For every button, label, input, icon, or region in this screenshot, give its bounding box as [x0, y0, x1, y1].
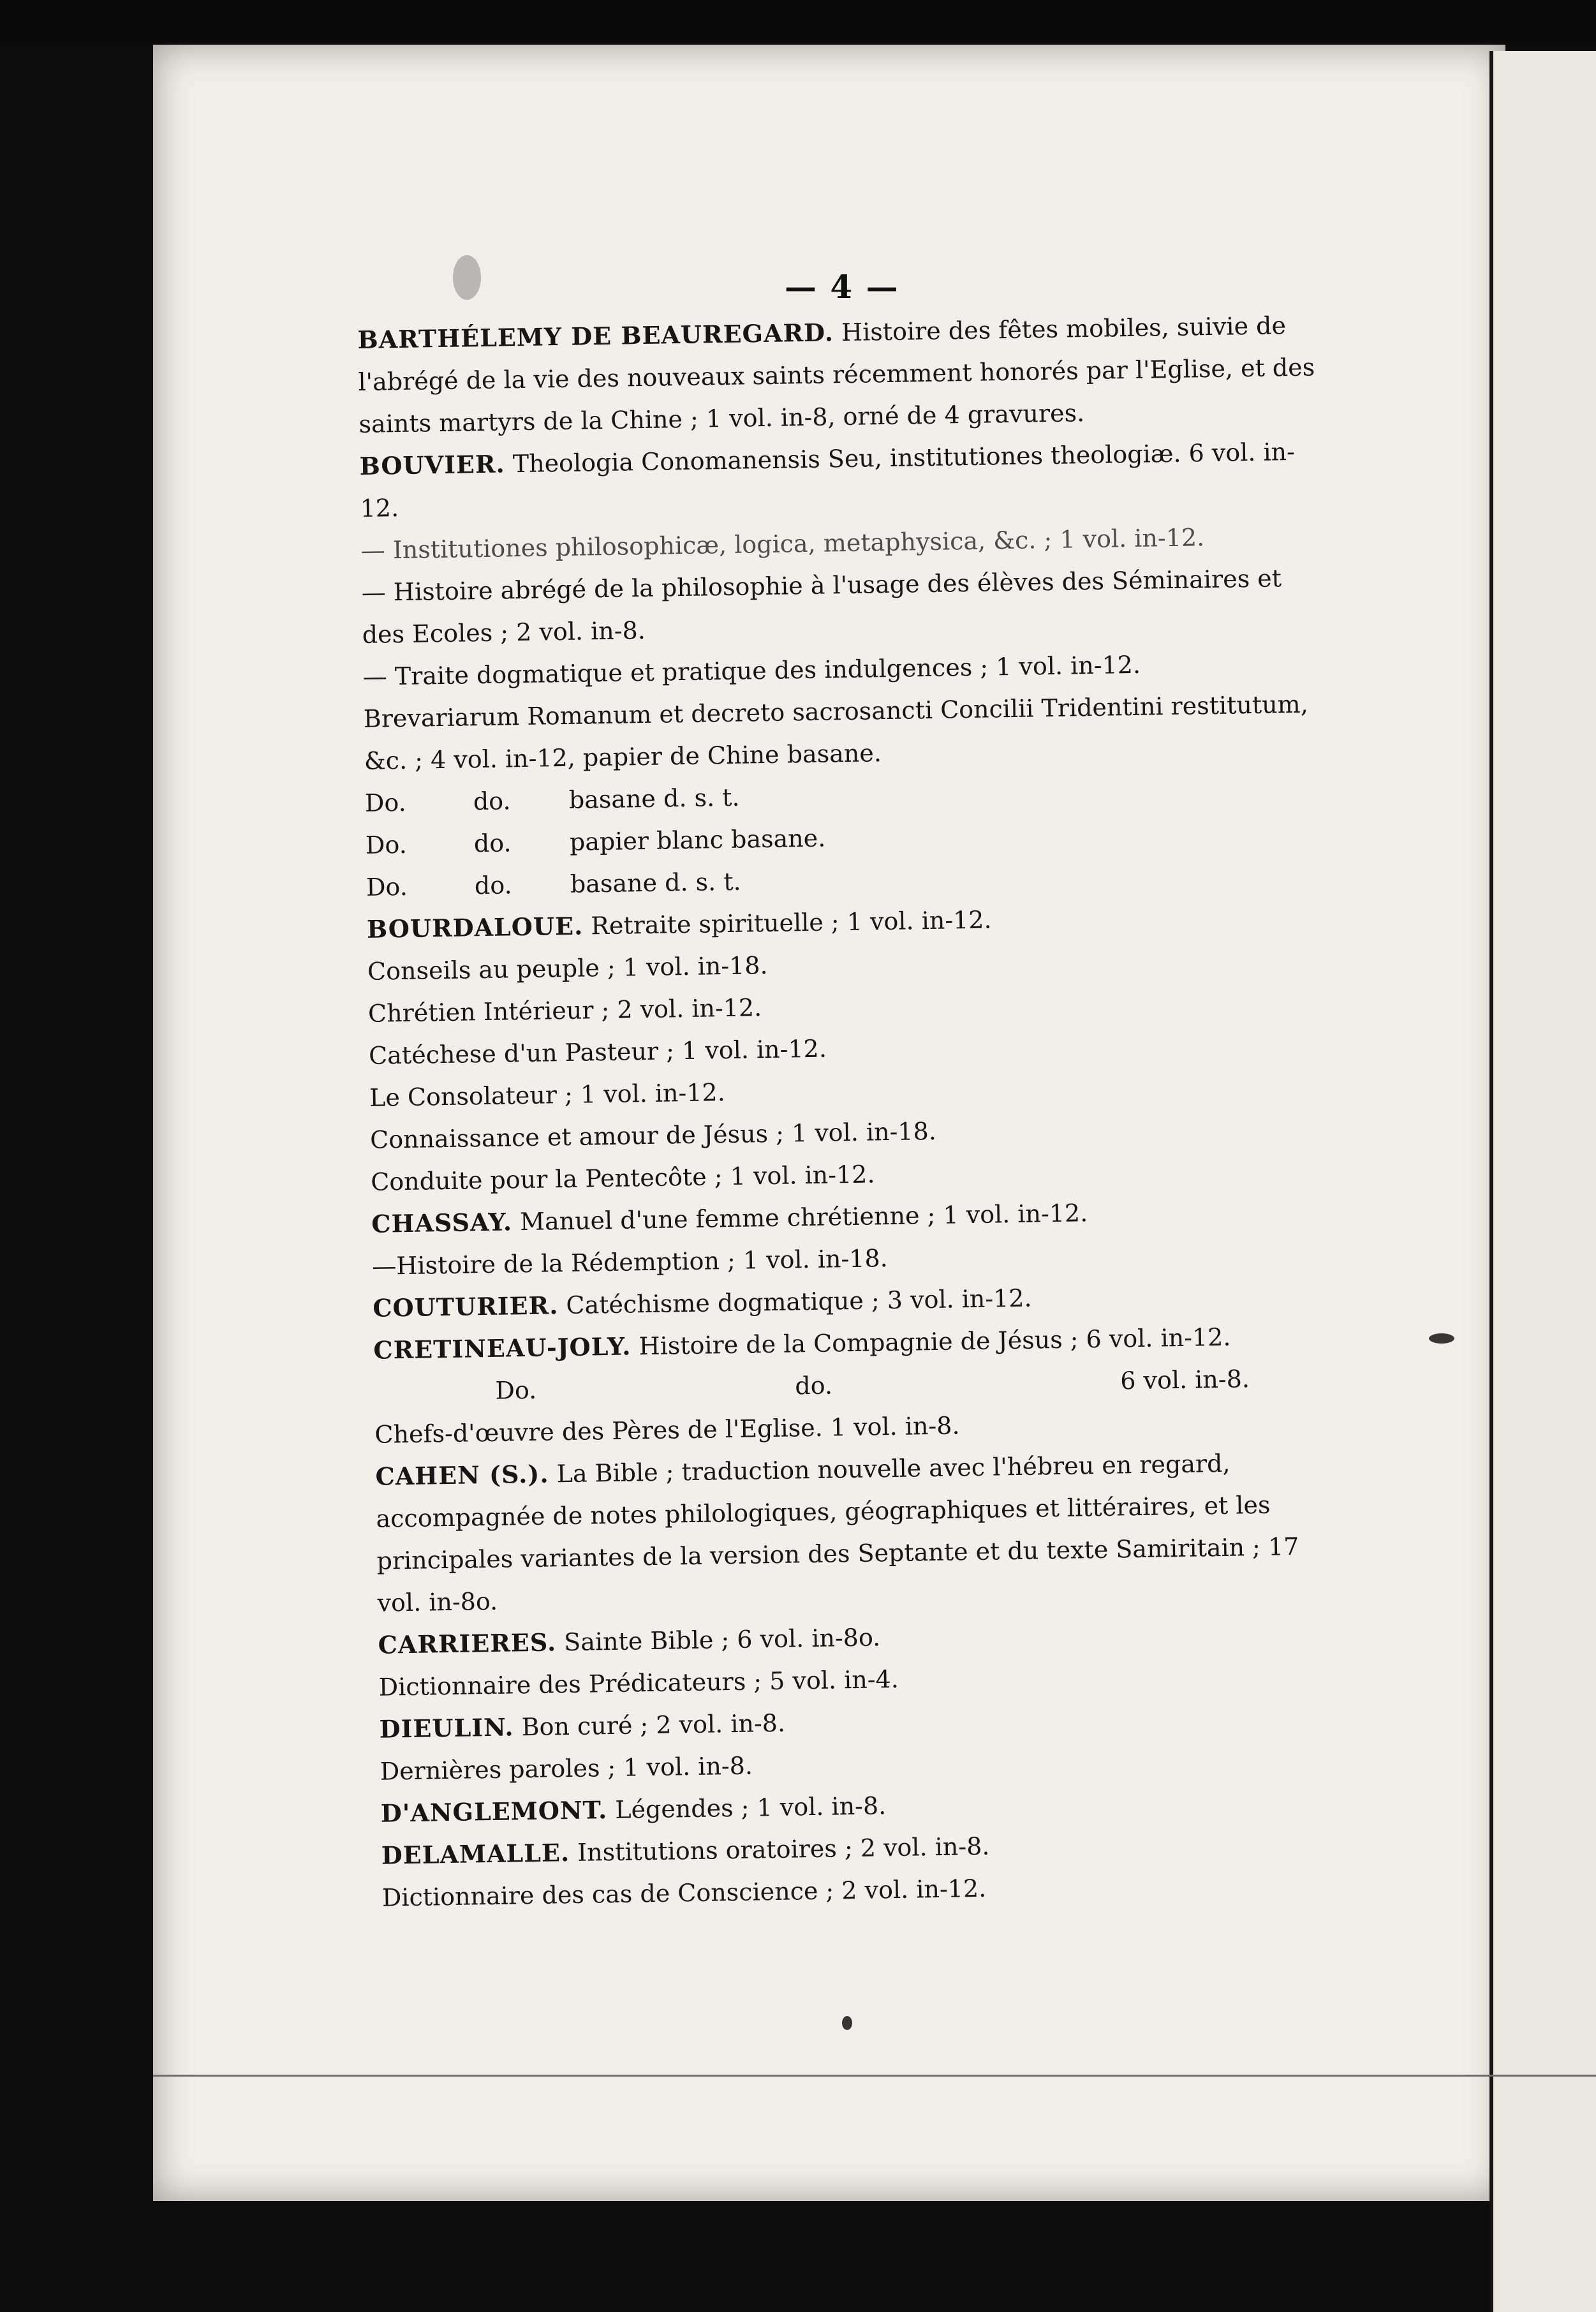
entry-text: Le Consolateur ; 1 vol. in-12.	[369, 1078, 726, 1112]
entry-text: Dictionnaire des Prédicateurs ; 5 vol. in-4.	[378, 1664, 899, 1701]
entry-barthelemy	[357, 304, 1329, 445]
entry-text: Dernières paroles ; 1 vol. in-8.	[380, 1751, 753, 1786]
entry-text: Retraite spirituelle ; 1 vol. in-12.	[590, 905, 992, 940]
entry-text: Sainte Bible ; 6 vol. in-8o.	[563, 1623, 881, 1657]
entry-text: Manuel d'une femme chrétienne ; 1 vol. in-12.	[519, 1199, 1088, 1236]
ditto-mark: Do.	[364, 788, 407, 817]
ditto-mark: do.	[474, 871, 512, 900]
entry-text: Chefs-d'œuvre des Pères de l'Eglise. 1 vol. in-8.	[374, 1411, 960, 1449]
entry-text: — Institutiones philosophicæ, logica, metaphysica, &c. ; 1 vol. in-12.	[360, 523, 1205, 565]
ditto-mark: do.	[473, 787, 511, 816]
entry-text: papier blanc basane.	[569, 824, 826, 856]
entry-text: — Histoire abrégé de la philosophie à l'usage des élèves des Séminaires et des Ecoles ; 2 vol. in-8.	[361, 564, 1282, 649]
entry-text: Dictionnaire des cas de Conscience ; 2 vol. in-12.	[381, 1874, 987, 1912]
entry-bouvier	[359, 430, 1330, 530]
entry-author: DELAMALLE.	[381, 1838, 570, 1870]
entry-author: CAHEN (S.).	[375, 1459, 549, 1491]
entry-text: Histoire des fêtes mobiles, suivie de l'abrégé de la vie des nouveaux saints récemment honorés par l'Eglise, et des saints martyrs de la Chine ; 1 vol. in-8, orné de 4 gravures.	[358, 311, 1315, 438]
entry-text: Institutions oratoires ; 2 vol. in-8.	[577, 1832, 990, 1867]
entry-text: basane d. s. t.	[568, 783, 740, 814]
page-number: — 4 —	[785, 268, 899, 306]
entry-text: Conduite pour la Pentecôte ; 1 vol. in-12.	[370, 1160, 875, 1196]
scan-rule-line	[153, 2075, 1596, 2077]
entry-text: La Bible ; traduction nouvelle avec l'hébreu en regard, accompagnée de notes philologiques, géographiques et littéraires, et les principales variantes de la version des Septante et du texte Samiritain ; 17 vol. in-8o.	[376, 1449, 1299, 1617]
entry-text: 6 vol. in-8.	[1119, 1365, 1250, 1395]
ink-smudge	[453, 255, 481, 300]
adjacent-page-strip	[1489, 51, 1596, 2312]
entry-text: Bon curé ; 2 vol. in-8.	[521, 1708, 786, 1742]
entry-text: — Traite dogmatique et pratique des indulgences ; 1 vol. in-12.	[362, 650, 1141, 691]
ink-smudge	[842, 2016, 852, 2030]
entry-text: Conseils au peuple ; 1 vol. in-18.	[367, 951, 768, 986]
entry-text: —Histoire de la Rédemption ; 1 vol. in-18.	[371, 1244, 889, 1280]
entry-author: BARTHÉLEMY DE BEAUREGARD.	[357, 318, 834, 354]
catalog-list	[357, 304, 1352, 1919]
entry-text: Connaissance et amour de Jésus ; 1 vol. in-18.	[369, 1116, 937, 1154]
entry-author: CHASSAY.	[371, 1207, 513, 1238]
ditto-mark: Do.	[365, 830, 408, 859]
ditto-mark: Do.	[495, 1375, 537, 1405]
entry-cahen	[375, 1441, 1347, 1624]
ditto-mark: do.	[473, 829, 512, 858]
entry-author: BOURDALOUE.	[366, 911, 584, 944]
entry-author: DIEULIN.	[379, 1712, 514, 1744]
entry-bouvier-histoire	[361, 556, 1332, 656]
ditto-mark: Do.	[366, 872, 408, 901]
scan-top-border	[0, 0, 1596, 45]
entry-author: D'ANGLEMONT.	[380, 1795, 608, 1828]
ink-smudge	[1429, 1333, 1454, 1344]
entry-brevarium	[363, 683, 1334, 782]
ditto-mark: do.	[795, 1371, 833, 1400]
entry-text: Catéchisme dogmatique ; 3 vol. in-12.	[566, 1284, 1032, 1320]
entry-author: BOUVIER.	[359, 449, 506, 480]
entry-author: CRETINEAU-JOLY.	[373, 1331, 632, 1365]
entry-text: Theologia Conomanensis Seu, institutiones theologiæ. 6 vol. in-12.	[360, 437, 1296, 522]
entry-author: COUTURIER.	[373, 1291, 559, 1323]
entry-text: Catéchese d'un Pasteur ; 1 vol. in-12.	[368, 1034, 827, 1070]
entry-text: Histoire de la Compagnie de Jésus ; 6 vol. in-12.	[639, 1323, 1231, 1361]
entry-text: Chrétien Intérieur ; 2 vol. in-12.	[367, 993, 762, 1028]
entry-author: CARRIERES.	[378, 1627, 557, 1659]
entry-text: Légendes ; 1 vol. in-8.	[614, 1791, 887, 1824]
entry-text: basane d. s. t.	[570, 867, 741, 898]
entry-text: Brevariarum Romanum et decreto sacrosancti Concilii Tridentini restitutum, &c. ; 4 vol. in-12, papier de Chine basane.	[363, 690, 1309, 775]
